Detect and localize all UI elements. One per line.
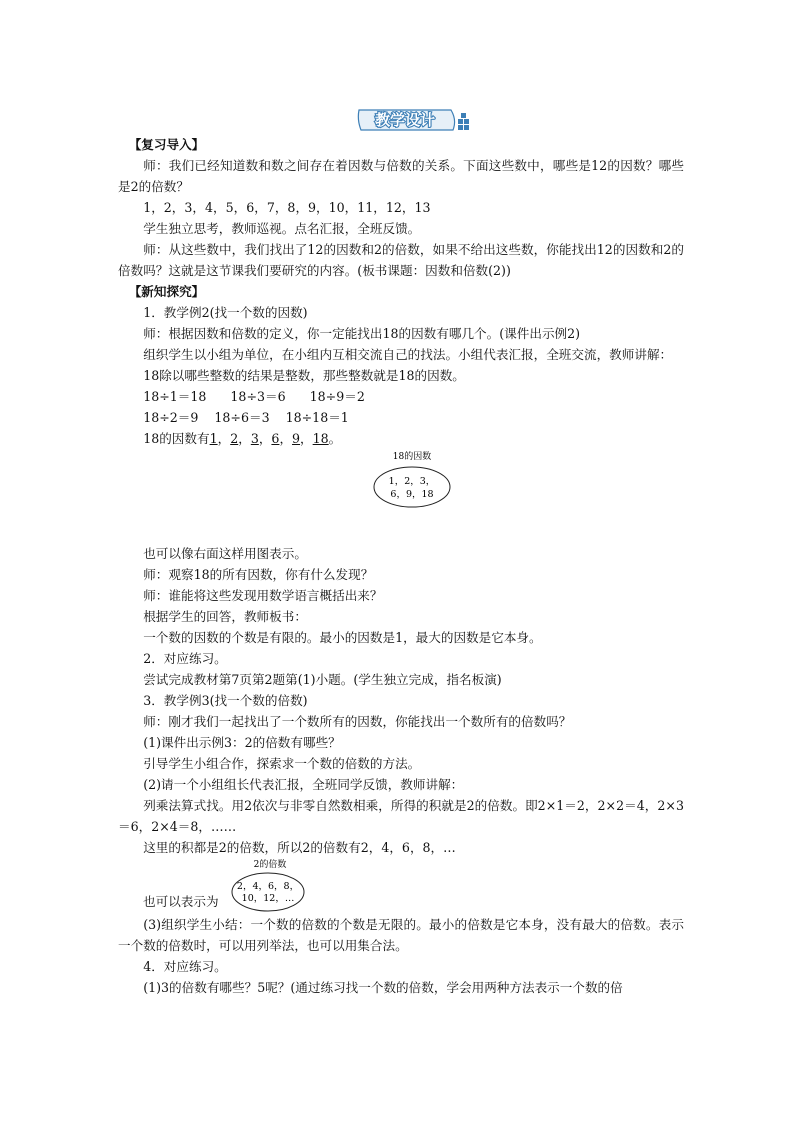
- factor-value: 18: [312, 431, 329, 446]
- explore-paragraph: 师：根据因数和倍数的定义，你一定能找出18的因数有哪几个。(课件出示例2): [143, 326, 581, 341]
- diagram-line-2: 10，12，…: [241, 893, 295, 904]
- banner-title: 教学设计: [374, 111, 436, 129]
- diagram-title: 18的因数: [392, 452, 432, 462]
- example-2-title: 1．教学例2(找一个数的因数): [143, 305, 308, 320]
- explore-paragraph: 师：观察18的所有因数，你有什么发现？: [143, 567, 374, 582]
- division-row-2: 18÷2＝9 18÷6＝3 18÷18＝1: [143, 410, 349, 425]
- review-paragraph-4: 师：从这些数中，我们找出了12的因数和2的倍数，如果不给出这些数，你能找出12的因数和2的倍数吗？这就是这节课我们要研究的内容。(板书课题：因数和倍数(2)): [118, 242, 684, 278]
- diagram-caption: 也可以表示为: [143, 894, 219, 909]
- number-list: 1，2，3，4，5，6，7，8，9，10，11，12，13: [143, 200, 431, 215]
- factors-suffix: 。: [328, 431, 342, 446]
- multiples-of-2-row: [118, 858, 684, 914]
- factor-value: 9: [292, 431, 301, 446]
- diagram-line-1: 2，4，6，8，: [236, 881, 300, 892]
- set-ellipse: [374, 467, 450, 507]
- review-paragraph-3: 学生独立思考，教师巡视。点名汇报，全班反馈。: [143, 221, 421, 236]
- explore-paragraph: 也可以像右面这样用图表示。: [143, 546, 307, 561]
- factor-value: 1: [209, 431, 218, 446]
- factors-of-18-line: 18的因数有1，2，3，6，9，18。: [143, 431, 342, 446]
- explore-heading: 【新知探究】: [128, 284, 205, 299]
- set-ellipse: [232, 873, 304, 911]
- lesson-content: [118, 134, 684, 998]
- diagram-line-1: 1，2，3，: [388, 476, 436, 487]
- example-3-title: 3．教学例3(找一个数的倍数): [143, 693, 308, 708]
- practice-2-title: 2．对应练习。: [143, 651, 227, 666]
- explore-paragraph: 这里的积都是2的倍数，所以2的倍数有2，4，6，8，…: [143, 840, 456, 855]
- explore-paragraph: 18除以哪些整数的结果是整数，那些整数就是18的因数。: [143, 368, 465, 383]
- explore-paragraph: 师：谁能将这些发现用数学语言概括出来？: [143, 588, 383, 603]
- explore-paragraph: 师：刚才我们一起找出了一个数所有的因数，你能找出一个数所有的倍数吗？: [143, 714, 572, 729]
- explore-paragraph: (1)课件出示例3：2的倍数有哪些？: [143, 735, 341, 750]
- factor-value: 2: [230, 431, 239, 446]
- multiples-of-2-diagram: [230, 858, 306, 914]
- diagram-title: 2的倍数: [253, 860, 287, 870]
- explore-paragraph: 列乘法算式找。用2依次与非零自然数相乘，所得的积就是2的倍数。即2×1＝2，2×2＝4，2×3＝6，2×4＝8，……: [118, 798, 684, 834]
- review-paragraph-1: 师：我们已经知道数和数之间存在着因数与倍数的关系。下面这些数中，哪些是12的因数？哪些是2的倍数？: [118, 158, 684, 194]
- practice-4-title: 4．对应练习。: [143, 959, 227, 974]
- spacer: [118, 521, 684, 543]
- factors-of-18-diagram-row: [118, 449, 684, 521]
- multiple-summary: (3)组织学生小结：一个数的倍数的个数是无限的。最小的倍数是它本身，没有最大的倍数。表示一个数的倍数时，可以用列举法，也可以用集合法。: [118, 917, 684, 953]
- diagram-line-2: 6，9，18: [390, 489, 434, 500]
- explore-paragraph: 组织学生以小组为单位，在小组内互相交流自己的找法。小组代表汇报，全班交流，教师讲解：: [143, 347, 673, 362]
- factors-prefix: 18的因数有: [143, 431, 210, 446]
- factors-of-18-diagram: [372, 449, 452, 511]
- explore-paragraph: 引导学生小组合作，探索求一个数的倍数的方法。: [143, 756, 421, 771]
- lesson-design-banner: [355, 106, 473, 134]
- explore-paragraph: 根据学生的回答，教师板书：: [143, 609, 307, 624]
- factor-value: 6: [271, 431, 280, 446]
- factor-value: 3: [250, 431, 259, 446]
- factor-conclusion: 一个数的因数的个数是有限的。最小的因数是1，最大的因数是它本身。: [143, 630, 542, 645]
- review-heading: 【复习导入】: [128, 137, 205, 152]
- division-row-1: 18÷1＝18 18÷3＝6 18÷9＝2: [143, 389, 365, 404]
- explore-paragraph: (2)请一个小组组长代表汇报，全班同学反馈，教师讲解：: [143, 777, 464, 792]
- practice-4-question: (1)3的倍数有哪些？5呢？(通过练习找一个数的倍数，学会用两种方法表示一个数的倍: [143, 980, 623, 995]
- explore-paragraph: 尝试完成教材第7页第2题第(1)小题。(学生独立完成，指名板演): [143, 672, 502, 687]
